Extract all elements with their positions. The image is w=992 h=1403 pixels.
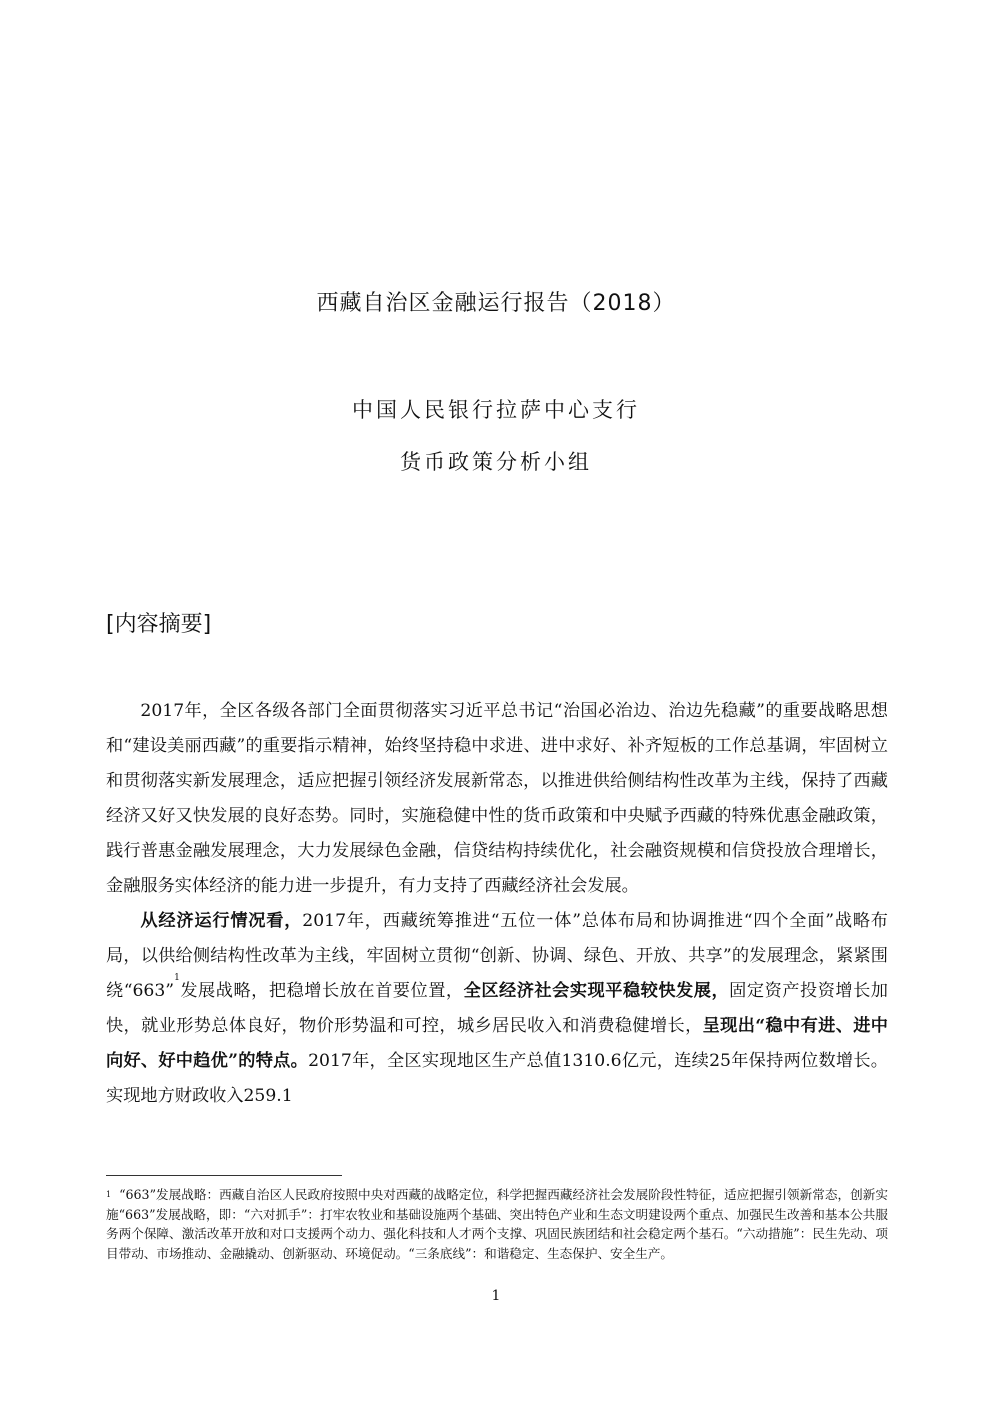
footnote (106, 1185, 888, 1263)
document-title: 西藏自治区金融运行报告（2018） (316, 291, 676, 316)
paragraph-2-emphasis-2: 呈现出“稳中有进、进中向好、好中趋优”的特点。 (106, 1016, 888, 1071)
author-group: 货币政策分析小组 (400, 450, 592, 474)
paragraph-2-text-c: 固定资产投资增长加快，就业形势总体良好，物价形势温和可控，城乡居民收入和消费稳健增长， (106, 981, 888, 1036)
paragraph-2-lead: 从经济运行情况看， (140, 911, 303, 931)
footnote-marker: 1 (106, 1190, 112, 1199)
footnote-divider (106, 1175, 342, 1176)
footnote-text: “663”发展战略：西藏自治区人民政府按照中央对西藏的战略定位，科学把握西藏经济社会发展阶段性特征，适应把握引领新常态，创新实施“663”发展战略，即：“六对抓手”：打牢农牧业和基础设施两个基础、突出特色产业和生态文明建设两个重点、加强民生改善和基本公共服务两个保障、激活改革开放和对口支援两个动力、强化科技和人才两个支撑、巩固民族团结和社会稳定两个基石。“六动措施”：民生先动、项目带动、市场推动、金融撬动、创新驱动、环境促动。“三条底线”：和谐稳定、生态保护、安全生产。 (106, 1187, 888, 1261)
paragraph-2-text-a: 2017年，西藏统筹推进“五位一体”总体布局和协调推进“四个全面”战略布局，以供给侧结构性改革为主线，牢固树立贯彻“创新、协调、绿色、开放、共享”的发展理念，紧紧围绕“663” (106, 911, 888, 1001)
paragraph-2-text-d: 2017年，全区实现地区生产总值1310.6亿元，连续25年保持两位数增长。实现地方财政收入259.1 (106, 1051, 888, 1106)
footnote-ref[interactable]: 1 (174, 973, 180, 983)
page-number: 1 (491, 1288, 501, 1304)
author-organization: 中国人民银行拉萨中心支行 (352, 398, 640, 422)
paragraph-2-emphasis-1: 全区经济社会实现平稳较快发展， (463, 981, 730, 1001)
paragraph-2 (106, 904, 888, 1114)
abstract-body (106, 694, 888, 1114)
section-heading: [内容摘要] (106, 612, 212, 637)
paragraph-2-text-b: 发展战略，把稳增长放在首要位置， (179, 981, 464, 1001)
paragraph-1: 2017年，全区各级各部门全面贯彻落实习近平总书记“治国必治边、治边先稳藏”的重要战略思想和“建设美丽西藏”的重要指示精神，始终坚持稳中求进、进中求好、补齐短板的工作总基调，牢固树立和贯彻落实新发展理念，适应把握引领经济发展新常态，以推进供给侧结构性改革为主线，保持了西藏经济又好又快发展的良好态势。同时，实施稳健中性的货币政策和中央赋予西藏的特殊优惠金融政策，践行普惠金融发展理念，大力发展绿色金融，信贷结构持续优化，社会融资规模和信贷投放合理增长，金融服务实体经济的能力进一步提升，有力支持了西藏经济社会发展。 (106, 701, 888, 896)
